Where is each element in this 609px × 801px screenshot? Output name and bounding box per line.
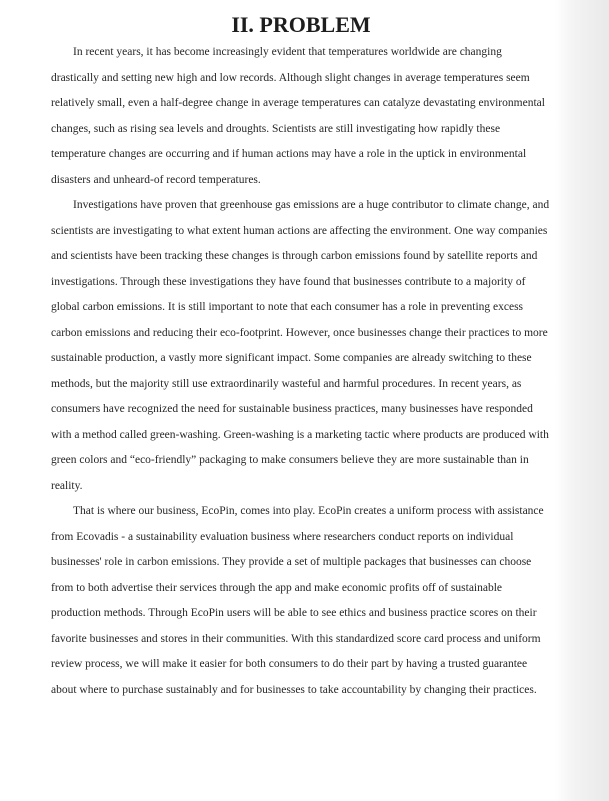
paragraph-temperature-changes: In recent years, it has become increasingly evident that temperatures worldwide are changing drastically and setting new high and low records. Although slight changes in average temperatures seem relatively small, even a half-degree change in average temperatures can catalyze devastating environmental changes, such as rising sea levels and droughts. Scientists are still investigating how rapidly these temperature changes are occurring and if human actions may have a role in the uptick in environmental disasters and unheard-of record temperatures. xyxy=(51,46,545,186)
paragraph-greenhouse-emissions: Investigations have proven that greenhouse gas emissions are a huge contributor to climate change, and scientists are investigating to what extent human actions are affecting the environment. One way companies and scientists have been tracking these changes is through carbon emissions found by satellite reports and investigations. Through these investigations they have found that businesses contribute to a majority of global carbon emissions. It is still important to note that each consumer has a role in preventing excess carbon emissions and reducing their eco-footprint. However, once businesses change their practices to more sustainable production, a vastly more significant impact. Some companies are already switching to these methods, but the majority still use extraordinarily wasteful and harmful procedures. In recent years, as consumers have recognized the need for sustainable business practices, many businesses have responded with a method called green-washing. Green-washing is a marketing tactic where products are produced with green colors and “eco-friendly” packaging to make consumers believe they are more sustainable than in reality. xyxy=(51,199,550,492)
section-title: II. PROBLEM xyxy=(231,12,371,37)
paragraph-ecopin-solution: That is where our business, EcoPin, comes into play. EcoPin creates a uniform process with assistance from Ecovadis - a sustainability evaluation business where researchers conduct reports on individual businesses' role in carbon emissions. They provide a set of multiple packages that businesses can choose from to both advertise their services through the app and make economic profits off of sustainable production methods. Through EcoPin users will be able to see ethics and business practice scores on their favorite businesses and stores in their communities. With this standardized score card process and uniform review process, we will make it easier for both consumers to do their part by having a trusted guarantee about where to purchase sustainably and for businesses to take accountability by changing their practices. xyxy=(51,505,544,696)
document-body xyxy=(51,40,550,703)
page-edge-shadow xyxy=(555,0,609,801)
